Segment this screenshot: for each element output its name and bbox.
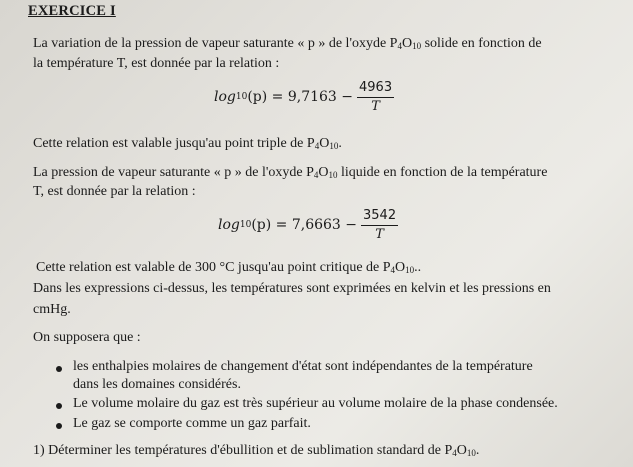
- paragraph-6: On supposera que :: [33, 330, 141, 345]
- bullet-1-line-2: dans les domaines considérés.: [73, 377, 241, 392]
- paragraph-4: Cette relation est valable de 300 °C jusqu'au point critique de $P_4O_{10}$..: [36, 260, 422, 275]
- paragraph-3-line-2: T, est donnée par la relation :: [33, 184, 196, 199]
- bullet-1: [56, 366, 62, 372]
- bullet-3-text: Le gaz se comporte comme un gaz parfait.: [73, 416, 311, 431]
- equation-solid: log 10 (p) = 9,7163 − $\frac{4963}{T}$: [214, 80, 393, 114]
- paragraph-2: Cette relation est valable jusqu'au point triple de $P_4O_{10}$.: [33, 136, 342, 151]
- bullet-2: [56, 403, 62, 409]
- paragraph-3-line-1: La pression de vapeur saturante « p » de l'oxyde $P_4O_{10}$ liquide en fonction de la température: [33, 165, 548, 180]
- bullet-2-text: Le volume molaire du gaz est très supérieur au volume molaire de la phase condensée.: [73, 396, 558, 411]
- exercise-title: EXERCICE I: [28, 3, 116, 19]
- bullet-3: [56, 423, 62, 429]
- paragraph-5-line-1: Dans les expressions ci-dessus, les températures sont exprimées en kelvin et les pressions en: [33, 281, 551, 296]
- paragraph-5-line-2: cmHg.: [33, 302, 71, 317]
- question-1: 1) Déterminer les températures d'ébullition et de sublimation standard de $P_4O_{10}$.: [33, 443, 480, 458]
- equation-liquid: log 10 (p) = 7,6663 − $\frac{3542}{T}$: [218, 208, 397, 242]
- paragraph-1-line-2: la température T, est donnée par la relation :: [33, 56, 280, 71]
- paragraph-1-line-1: La variation de la pression de vapeur saturante « p » de l'oxyde $P_4O_{10}$ solide en fonction de: [33, 36, 542, 51]
- bullet-1-line-1: les enthalpies molaires de changement d'état sont indépendantes de la température: [73, 359, 533, 374]
